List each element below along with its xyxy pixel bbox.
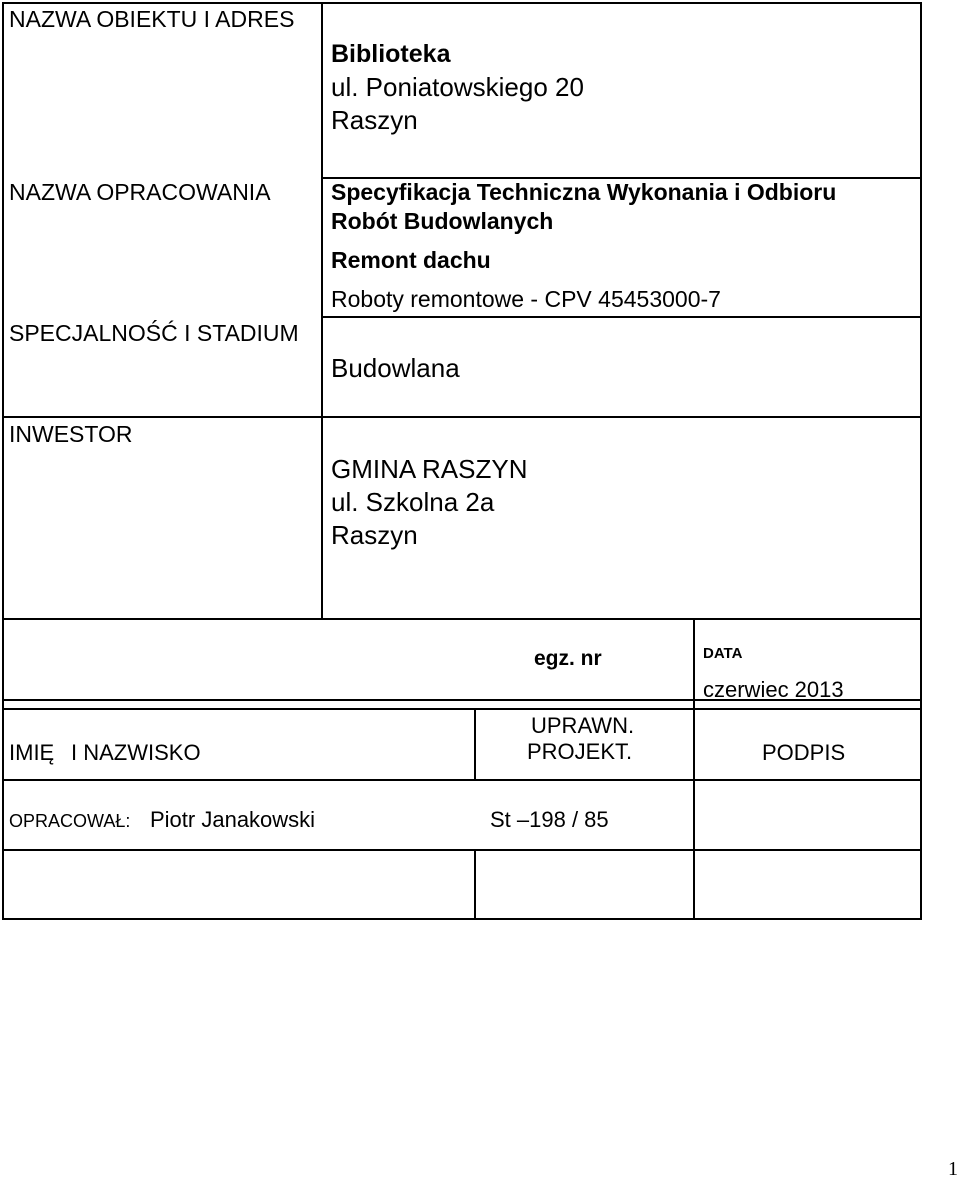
table-row-name: Piotr Janakowski <box>150 807 316 832</box>
license-header-line2: PROJEKT. <box>527 739 633 764</box>
signature-header: PODPIS <box>762 740 846 765</box>
investor-name: GMINA RASZYN <box>331 454 528 484</box>
top-border <box>2 2 922 4</box>
object-street: ul. Poniatowskiego 20 <box>331 72 584 102</box>
hline-under-document <box>321 316 922 318</box>
label-object-address: NAZWA OBIEKTU I ADRES <box>9 6 295 32</box>
document-title-line1: Specyfikacja Techniczna Wykonania i Odbioru <box>331 179 837 205</box>
object-name: Biblioteka <box>331 40 451 68</box>
page-number: 1 <box>948 1158 958 1180</box>
label-document-name: NAZWA OPRACOWANIA <box>9 179 271 205</box>
license-header-line1: UPRAWN. <box>531 713 635 738</box>
right-border-top <box>920 2 922 920</box>
name-header-b: I NAZWISKO <box>71 740 201 765</box>
date-label: DATA <box>703 645 743 662</box>
label-investor: INWESTOR <box>9 421 133 447</box>
sig-hline-row1-bottom <box>2 849 922 851</box>
sig-vline-name <box>474 709 476 781</box>
vertical-divider <box>321 2 323 620</box>
table-row-role: OPRACOWAŁ: <box>9 811 131 831</box>
sig-hline-header-bottom <box>2 779 922 781</box>
table-row-license: St –198 / 85 <box>490 807 609 832</box>
left-border <box>2 2 4 920</box>
object-city: Raszyn <box>331 105 418 135</box>
sig-vline-name-lower <box>474 850 476 920</box>
document-cpv: Roboty remontowe - CPV 45453000-7 <box>331 286 721 312</box>
copy-number-label: egz. nr <box>534 647 602 670</box>
specialty-value: Budowlana <box>331 353 460 383</box>
document-subtitle: Remont dachu <box>331 247 491 273</box>
sig-hline-double-2 <box>2 708 922 710</box>
sig-hline-table-bottom <box>2 918 922 920</box>
date-value: czerwiec 2013 <box>703 677 844 702</box>
name-header-a: IMIĘ <box>9 740 55 765</box>
label-specialty-stage: SPECJALNOŚĆ I STADIUM <box>9 320 299 346</box>
investor-street: ul. Szkolna 2a <box>331 487 495 517</box>
sig-vline-license <box>693 620 695 920</box>
investor-city: Raszyn <box>331 520 418 550</box>
document-title-line2: Robót Budowlanych <box>331 208 554 234</box>
hline-under-investor <box>2 618 922 620</box>
hline-under-specialty <box>2 416 922 418</box>
